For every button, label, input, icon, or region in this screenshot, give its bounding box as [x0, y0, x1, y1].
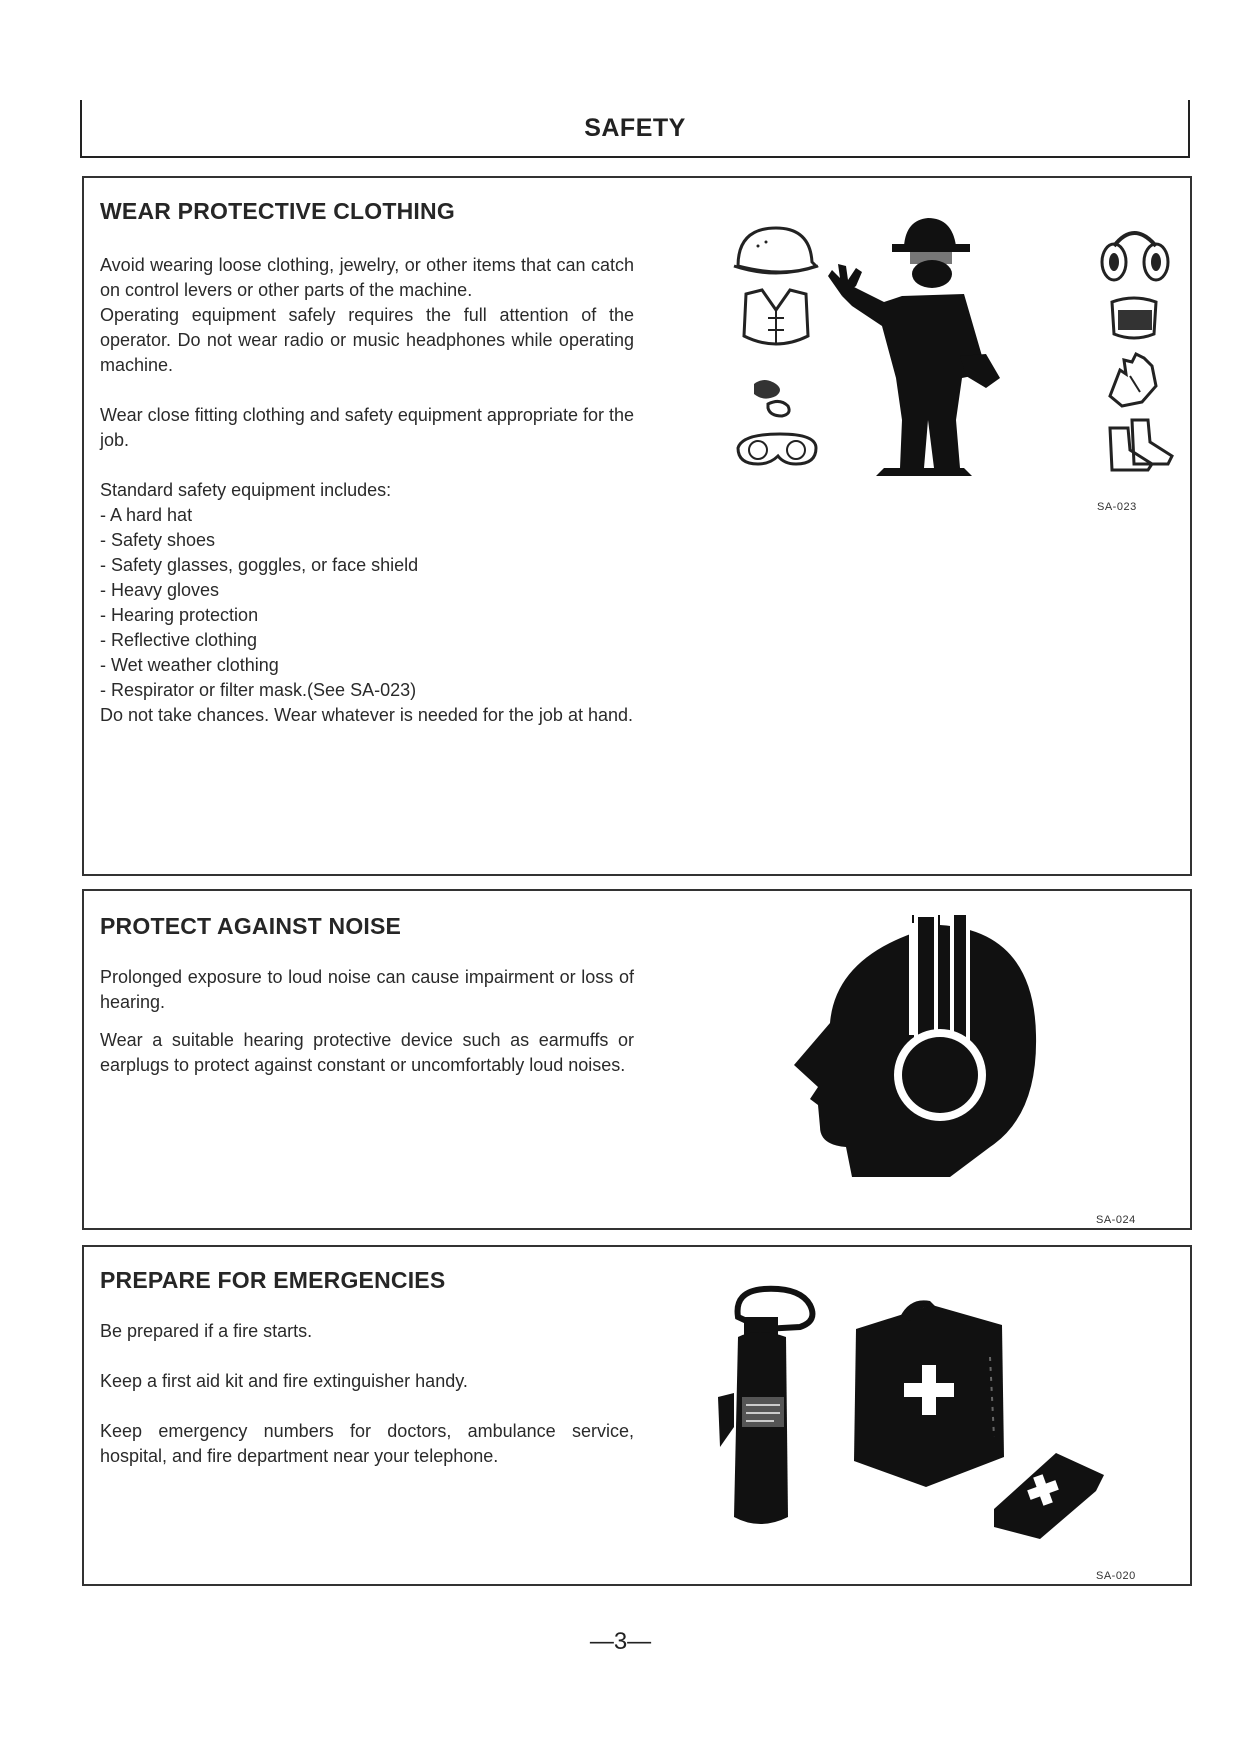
worker-silhouette-icon	[828, 218, 1000, 476]
hearing-protection-head-icon	[790, 915, 1050, 1185]
vest-icon	[744, 290, 808, 344]
paragraph: Standard safety equipment includes:	[100, 480, 392, 500]
earmuffs-icon	[1102, 233, 1168, 280]
paragraph: Wear a suitable hearing protective device such as earmuffs or earplugs to protect against constant or uncomfortably loud noises.	[100, 1030, 634, 1075]
paragraph: Operating equipment safely requires the full attention of the operator. Do not wear radio or music headphones while operating machine.	[100, 305, 634, 375]
figure-code: SA-024	[1096, 1214, 1136, 1226]
paragraph: Prolonged exposure to loud noise can cause impairment or loss of hearing.	[100, 967, 634, 1012]
protective-equipment-illustration	[724, 206, 1241, 496]
section-body	[100, 253, 634, 728]
list-item: - Hearing protection	[100, 605, 259, 625]
paragraph: Keep emergency numbers for doctors, ambulance service, hospital, and fire department near your telephone.	[100, 1421, 634, 1466]
first-aid-kit-small-icon	[994, 1453, 1104, 1539]
paragraph: Be prepared if a fire starts.	[100, 1321, 313, 1341]
list-item: - Safety glasses, goggles, or face shield	[100, 555, 419, 575]
page-number: —3—	[589, 1628, 652, 1655]
earplugs-icon	[754, 380, 789, 416]
paragraph: Wear close fitting clothing and safety equipment appropriate for the job.	[100, 405, 634, 450]
section-body	[100, 1319, 634, 1469]
page-title: SAFETY	[584, 114, 686, 142]
section-prepare-for-emergencies	[82, 1245, 1192, 1586]
page-header	[80, 100, 1190, 158]
section-title: PROTECT AGAINST NOISE	[100, 913, 402, 939]
section-title: WEAR PROTECTIVE CLOTHING	[100, 198, 455, 224]
list-item: - Wet weather clothing	[100, 655, 279, 675]
safety-boots-icon	[1110, 420, 1172, 470]
section-protect-against-noise	[82, 889, 1192, 1230]
hard-hat-icon	[734, 228, 818, 273]
paragraph: Keep a first aid kit and fire extinguisher handy.	[100, 1371, 468, 1391]
section-title: PREPARE FOR EMERGENCIES	[100, 1267, 446, 1293]
figure-code: SA-023	[1097, 501, 1137, 513]
list-item: - A hard hat	[100, 505, 193, 525]
goggles-icon	[738, 434, 816, 464]
list-item: - Safety shoes	[100, 530, 216, 550]
list-item: - Respirator or filter mask.(See SA-023)	[100, 680, 417, 700]
figure-code: SA-020	[1096, 1570, 1136, 1582]
gloves-icon	[1110, 354, 1156, 406]
paragraph: Avoid wearing loose clothing, jewelry, or other items that can catch on control levers or other parts of the machine.	[100, 255, 634, 300]
fire-extinguisher-icon	[718, 1289, 812, 1524]
paragraph: Do not take chances. Wear whatever is needed for the job at hand.	[100, 705, 633, 725]
list-item: - Reflective clothing	[100, 630, 258, 650]
emergency-equipment-illustration	[704, 1277, 1134, 1547]
section-wear-protective-clothing	[82, 176, 1192, 876]
respirator-mask-icon	[1112, 298, 1156, 338]
section-body	[100, 965, 634, 1078]
first-aid-case-icon	[854, 1300, 1004, 1487]
list-item: - Heavy gloves	[100, 580, 220, 600]
